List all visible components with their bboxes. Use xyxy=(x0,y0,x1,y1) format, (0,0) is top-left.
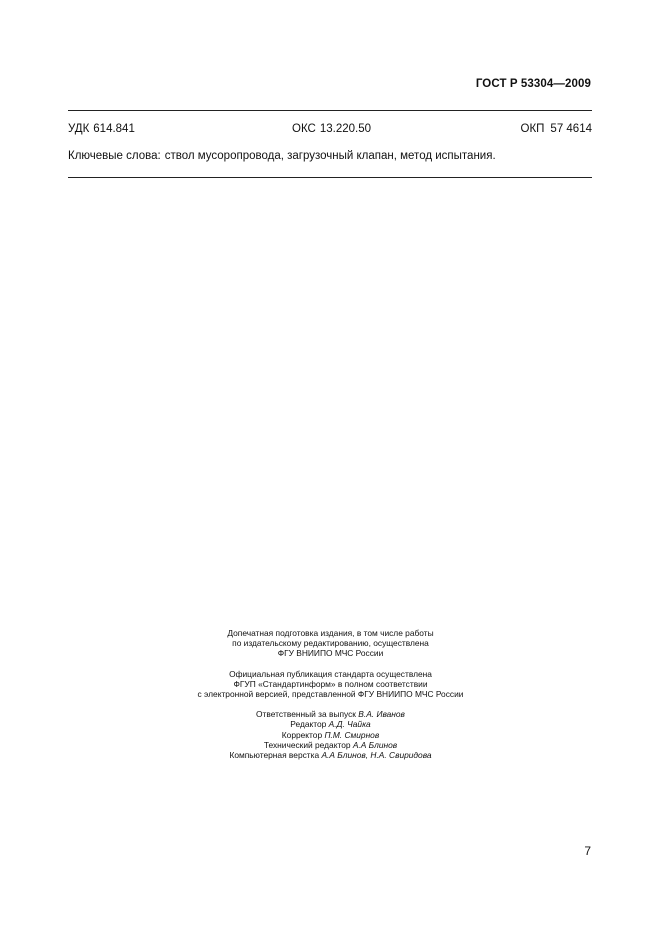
credit-name: А.Д. Чайка xyxy=(328,719,371,730)
credit-role: Корректор xyxy=(281,729,323,740)
credit-role: Компьютерная верстка xyxy=(229,750,320,761)
keywords-text: ствол мусоропровода, загрузочный клапан, метод испытания. xyxy=(164,150,496,162)
oks-code xyxy=(292,123,371,135)
udk-value: 614.841 xyxy=(93,123,135,135)
keywords-label: Ключевые слова: xyxy=(68,150,161,162)
publication-line: Официальная публикация стандарта осуществлена xyxy=(229,668,432,679)
prep-block xyxy=(0,628,661,659)
page-number: 7 xyxy=(584,844,591,858)
credit-line xyxy=(0,750,661,760)
oks-value: 13.220.50 xyxy=(319,123,371,135)
udk-label: УДК xyxy=(68,123,90,135)
okp-code xyxy=(521,123,593,135)
publication-block xyxy=(0,669,661,700)
credit-line xyxy=(0,709,661,719)
publication-line: с электронной версией, представленной ФГУ ВНИИПО МЧС России xyxy=(197,689,464,700)
top-divider xyxy=(68,110,592,111)
prep-line: ФГУ ВНИИПО МЧС России xyxy=(277,648,384,659)
prep-line: Допечатная подготовка издания, в том числе работы xyxy=(227,628,434,638)
credits-block xyxy=(0,709,661,760)
imprint-block xyxy=(0,628,661,760)
udk-code xyxy=(68,123,135,135)
credit-role: Ответственный за выпуск xyxy=(256,709,356,720)
okp-label: ОКП xyxy=(520,123,545,135)
oks-label: ОКС xyxy=(292,123,316,135)
credit-name: А.А Блинов, Н.А. Свиридова xyxy=(321,750,432,761)
keywords-line xyxy=(68,150,496,162)
credit-line xyxy=(0,740,661,750)
credit-name: П.М. Смирнов xyxy=(324,729,380,740)
credit-role: Технический редактор xyxy=(263,739,351,750)
standard-number: ГОСТ Р 53304—2009 xyxy=(475,78,591,90)
publication-line: ФГУП «Стандартинформ» в полном соответствии xyxy=(233,678,428,689)
credit-name: А.А Блинов xyxy=(352,739,398,750)
credit-line xyxy=(0,719,661,729)
credit-line xyxy=(0,730,661,740)
credit-name: В.А. Иванов xyxy=(358,709,405,720)
okp-value: 57 4614 xyxy=(550,123,592,135)
prep-line: по издательскому редактированию, осуществлена xyxy=(232,638,429,649)
credit-role: Редактор xyxy=(290,719,327,730)
bottom-divider xyxy=(68,177,592,178)
